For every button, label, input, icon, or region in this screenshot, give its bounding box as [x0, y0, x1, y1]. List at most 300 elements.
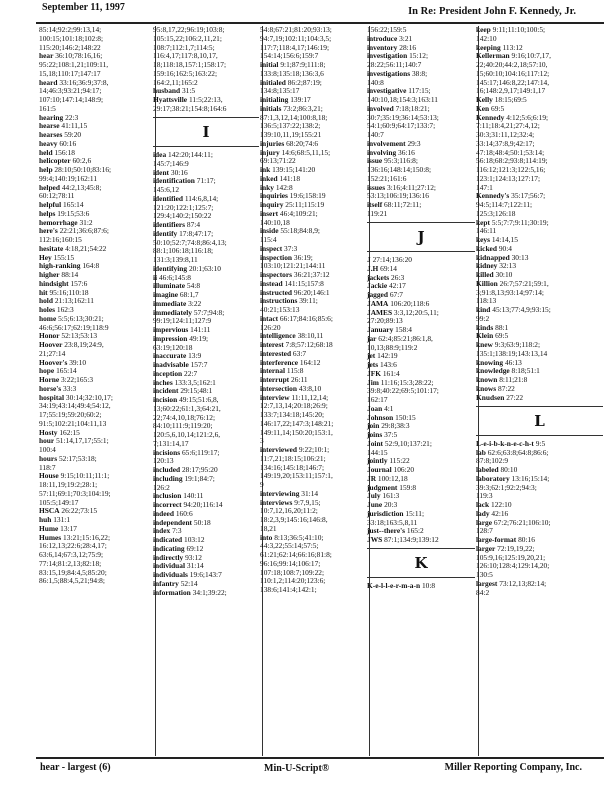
index-page-refs: 18:2,3,9;145:16;146:8,	[260, 515, 328, 524]
index-page-refs: 11:11,12,14;	[291, 392, 329, 402]
index-term: Kennedy's	[476, 191, 510, 201]
index-term: Hosty	[39, 427, 58, 437]
index-term: Johnson	[367, 412, 394, 422]
page-header	[0, 0, 612, 20]
index-page-refs: 39:3;62:1;92:2;94:3;	[476, 482, 537, 492]
index-term: ink	[260, 165, 271, 174]
index-term: index	[153, 526, 171, 536]
index-page-refs: 156:18	[54, 147, 75, 157]
index-page-refs: 13:16;15:14;	[511, 473, 550, 483]
index-page-refs: 13:21;15:16,22;	[63, 532, 111, 542]
index-page-refs: 49:15;51:6,8,	[179, 395, 219, 404]
index-page-refs: 99:4;140:19;162:11	[39, 173, 98, 183]
index-page-refs: 19:6;158:19	[289, 191, 326, 201]
index-page-refs: 115:22	[389, 456, 410, 466]
index-term: Hume	[39, 523, 59, 533]
index-page-refs: 41:11,15	[61, 121, 88, 131]
index-page-refs: 73:12,13;82:14;	[499, 578, 547, 588]
index-page-refs: 9	[260, 480, 264, 489]
index-page-refs: 165:14	[63, 200, 84, 209]
index-column-2	[150, 26, 263, 756]
index-page-refs: 145:6,12	[153, 185, 180, 194]
index-term: interrupt	[260, 375, 290, 384]
index-term: lady	[476, 508, 490, 518]
index-page-refs: 77:14;81:2,13;82:18;	[39, 558, 102, 568]
index-page-refs: 165:2	[406, 526, 424, 536]
index-page-refs: 47:18;48:4;50:1;53:14;	[476, 147, 545, 157]
section-letter: L	[476, 406, 603, 436]
index-page-refs: 15,18;110:17;147:17	[39, 68, 101, 78]
index-term: inclusion	[153, 491, 182, 501]
index-term: helpful	[39, 200, 62, 209]
index-page-refs: 150:15	[395, 412, 416, 422]
index-page-refs: 118:7	[39, 462, 56, 472]
index-page-refs: 30:14;32:10,17;	[65, 392, 113, 402]
index-term: involved	[367, 103, 394, 113]
index-entry	[153, 589, 259, 597]
index-term: hearse	[39, 121, 60, 131]
index-page-refs: 3;91:8,13;93:14;97:14;	[476, 287, 544, 297]
index-page-refs: 8:11;21:8	[499, 375, 528, 384]
index-term: helps	[39, 208, 56, 218]
index-page-refs: 29:15;48:1	[180, 386, 213, 396]
index-page-refs: 100:4	[39, 445, 56, 454]
index-term: interested	[260, 348, 292, 358]
index-page-refs: 68:1,7	[179, 290, 199, 299]
index-page-refs: 145:17;146:8,22;147:14,	[476, 77, 550, 87]
index-page-refs: 86:2;87:19;	[287, 77, 322, 87]
index-page-refs: 26:11	[291, 375, 308, 384]
index-page-refs: 63:19;120:18	[153, 342, 193, 352]
index-term: impervious	[153, 325, 189, 334]
index-term: Killion	[476, 278, 498, 288]
index-page-refs: 14:14,15	[491, 235, 518, 244]
index-page-refs: 108:7;112:1,7;114:5;	[153, 42, 215, 52]
index-page-refs: 83:15,19;84:4,5;85:20;	[39, 567, 107, 577]
index-term: immediate	[153, 298, 187, 308]
index-term: knowledge	[476, 366, 510, 376]
index-term: July	[367, 491, 381, 501]
index-page-refs: 28:16	[399, 42, 417, 52]
index-page-refs: 60:12;78:11	[39, 191, 75, 201]
index-page-refs: 87:22	[498, 383, 515, 393]
index-page-refs: 4:18,21;54:22	[65, 243, 107, 253]
index-term: initial	[260, 60, 279, 69]
index-page-refs: 141:18	[279, 173, 301, 183]
index-page-refs: 115:20;146:2;148:22	[39, 42, 101, 52]
index-page-refs: 128:7	[476, 526, 493, 536]
index-term: kidnapped	[476, 252, 510, 262]
index-term: inventory	[367, 42, 398, 52]
index-page-refs: 15:12;	[409, 51, 428, 61]
index-page-refs: 33:16;36:9;37:8,	[59, 77, 109, 87]
index-term: inception	[153, 368, 183, 378]
index-page-refs: 26:3	[391, 272, 405, 282]
index-page-refs: 161:4	[382, 368, 400, 378]
index-page-refs: 27:14;136:20	[372, 255, 412, 264]
header-date: September 11, 1997	[42, 2, 125, 13]
index-page-refs: 129:4;140:2;150:22	[153, 211, 212, 221]
index-page-refs: 66:17;84:16;85:6;	[279, 313, 333, 323]
index-page-refs: 20:1;63:10	[188, 263, 221, 273]
index-page-refs: 121:20;122:1;125:7;	[153, 202, 214, 212]
index-page-refs: 34:1;39:22;	[192, 587, 227, 597]
index-term: internal	[260, 366, 286, 376]
index-entry	[260, 429, 366, 437]
index-page-refs: 18;118:18,157:1;158:17;	[153, 60, 227, 69]
index-term: Jim	[367, 377, 379, 387]
index-page-refs: 146:11	[476, 226, 497, 236]
index-term: identifying	[153, 263, 188, 273]
index-page-refs: 143:6	[379, 360, 397, 369]
index-page-refs: 134:8;135:17	[260, 86, 300, 96]
index-page-refs: 13:9	[188, 351, 202, 361]
index-page-refs: 28:17;95:20	[181, 465, 218, 474]
index-page-refs: 140:10,18;154:3;163:11	[367, 95, 438, 104]
index-page-refs: 105:5;149:17	[39, 497, 79, 507]
index-page-refs: 134:16;145:18;146:7;	[260, 462, 325, 472]
index-page-refs: 110:1,2;114:20;123:6;	[260, 576, 326, 586]
index-term: inquiry	[260, 200, 284, 209]
index-term: Hyattsville	[153, 95, 188, 104]
index-page-refs: 80:10	[500, 465, 518, 474]
index-term: help	[39, 165, 53, 174]
index-page-refs: 125:3;126:18	[476, 208, 516, 218]
index-page-refs: 30:7;35:19;36:14;53:13;	[367, 112, 439, 122]
index-page-refs: 10:8	[421, 581, 436, 591]
index-page-refs: 36:10;78:16,16;	[55, 51, 103, 61]
index-entry	[476, 306, 603, 314]
index-term: kind	[476, 305, 491, 314]
index-page-refs: 22:7	[184, 368, 198, 378]
index-entry	[39, 201, 152, 209]
index-term: instructions	[260, 296, 298, 306]
index-term: incision	[153, 395, 178, 404]
index-term: involving	[367, 147, 397, 157]
index-entry	[476, 175, 603, 183]
index-term: inky	[260, 182, 274, 192]
index-page-refs: 140:7	[367, 130, 384, 139]
index-column-4	[364, 26, 479, 756]
index-term: L-e-i-b-k-n-e-c-h-t	[476, 438, 534, 448]
index-page-refs: 131:3;139:8,11	[153, 255, 198, 264]
header-case-title: In Re: President John F. Kennedy, Jr.	[408, 6, 576, 17]
index-page-refs: 149:11,14;150:20;153:1,	[260, 427, 333, 437]
index-term: identifiers	[153, 220, 186, 229]
index-term: introduce	[367, 33, 398, 43]
index-term: immediately	[153, 307, 192, 317]
index-page-refs: 51:14,17,17;55:1;	[56, 436, 109, 446]
index-page-refs: 37:3	[284, 243, 298, 253]
index-term: hit	[39, 287, 48, 297]
index-page-refs: 122:10	[491, 500, 512, 509]
index-page-refs: 16:12,13;22:6;28:4,17;	[39, 541, 107, 551]
index-term: higher	[39, 270, 60, 279]
index-page-refs: 94:7,19;102:11;104:3,5;	[260, 33, 332, 43]
index-term: inspection	[260, 252, 293, 262]
index-page-refs: 10,13;88:9;119:2	[367, 342, 418, 352]
index-page-refs: 136:16;148:14;150:8;	[367, 165, 432, 174]
index-page-refs: 8:13;36:5;41:10;	[274, 532, 324, 542]
index-term: incisions	[153, 447, 181, 457]
index-term: individuals	[153, 570, 188, 579]
index-page-refs: 131:1	[53, 515, 71, 524]
index-term: June	[367, 500, 383, 509]
index-page-refs: 114:6,8,14;	[184, 193, 219, 203]
index-entry	[367, 210, 475, 218]
index-term: kidney	[476, 261, 498, 271]
index-page-refs: 18,21	[260, 523, 277, 533]
index-page-refs: 140:8	[367, 77, 384, 87]
index-page-refs: 162:17	[367, 395, 388, 404]
index-page-refs: 4:1	[384, 403, 394, 413]
index-page-refs: 22:3	[65, 112, 79, 122]
index-term: heard	[39, 77, 58, 87]
index-page-refs: 139:15;141:20	[272, 165, 316, 174]
index-term: intersection	[260, 383, 297, 393]
index-term: J.H	[367, 263, 379, 273]
index-term: identify	[153, 228, 178, 238]
index-term: investigation	[367, 51, 408, 61]
index-page-refs: 8:18;51:1	[511, 366, 540, 376]
index-term: injuries	[260, 138, 285, 148]
index-page-refs: 46:13	[504, 357, 522, 367]
index-page-refs: 28:10;50:10;83:16;	[54, 165, 112, 174]
index-term: Kennedy	[476, 112, 505, 122]
index-term: largest	[476, 578, 498, 588]
index-term: incorrect	[153, 500, 182, 509]
index-page-refs: 36:19;	[293, 252, 313, 262]
index-page-refs: 62:6;63:8;64:8;86:6;	[487, 447, 549, 457]
index-page-refs: 91:5;102:21;104:11,13	[39, 418, 107, 428]
index-page-refs: 88:14	[61, 270, 79, 279]
index-page-refs: 80:16	[518, 535, 535, 544]
index-page-refs: 140:11	[183, 491, 204, 501]
index-page-refs: 144:15	[367, 447, 388, 457]
index-term: inspect	[260, 243, 283, 253]
footer-page-range: hear - largest (6)	[40, 762, 111, 773]
index-term: interference	[260, 357, 299, 367]
index-page-refs: 117:15;	[408, 86, 431, 96]
index-term: hour	[39, 436, 55, 446]
header-rule	[36, 22, 604, 24]
index-entry	[476, 394, 603, 402]
index-term: itself	[367, 200, 383, 209]
index-page-refs: 141:15;157:8	[284, 278, 324, 288]
index-page-refs: 142:10	[476, 33, 497, 43]
index-page-refs: 100:12,18	[377, 473, 408, 483]
index-term: Horne	[39, 375, 60, 384]
index-page-refs: 87:1;134:9;139:12	[384, 535, 439, 544]
index-page-refs: 72:19,19,22;	[497, 543, 535, 553]
index-term: JR	[367, 473, 377, 483]
index-page-refs: 145:7;146:9	[153, 158, 189, 168]
index-page-refs: 38:8;	[411, 68, 428, 78]
index-page-refs: 117:7;118:4,17;146:19;	[260, 42, 330, 52]
index-page-refs: 20:3	[384, 500, 398, 509]
index-page-refs: 69:14	[380, 263, 397, 273]
index-page-refs: 53:13;106:19;136:16	[367, 191, 430, 201]
index-page-refs: 33:14;37:8,9;42:17;	[476, 138, 535, 148]
index-page-refs: 26:22;73:15	[61, 506, 98, 516]
index-page-refs: 25:11;115:19	[285, 200, 325, 209]
index-term: home	[39, 313, 57, 323]
index-page-refs: 14;46:3;93:21;94:17;	[39, 86, 102, 96]
index-page-refs: 141:11	[190, 325, 211, 334]
index-term: incident	[153, 386, 179, 396]
index-term: keys	[476, 235, 490, 244]
index-page-refs: 63:7	[292, 348, 307, 358]
index-term: Hey	[39, 252, 52, 262]
index-term: identification	[153, 176, 195, 186]
index-term: into	[260, 532, 273, 542]
index-page-refs: 34:19;43:14;49:4;54:12,	[39, 401, 111, 411]
index-term: identified	[153, 193, 183, 203]
index-term: hindsight	[39, 278, 69, 288]
index-page-refs: 7;131:14,17	[153, 438, 189, 448]
index-term: holes	[39, 305, 56, 314]
index-page-refs: 22;74:4,10,18;76:12;	[153, 412, 216, 422]
index-term: Hoover	[39, 340, 63, 349]
index-page-refs: 94:20;116:14	[183, 500, 223, 509]
index-entry	[260, 472, 366, 480]
index-page-refs: 69:13;71:22	[260, 156, 296, 166]
index-page-refs: 52:17;53:18;	[58, 453, 97, 463]
index-page-refs: 116:4,17;117:8,10,17,	[153, 51, 218, 61]
index-page-refs: 44:3,22;55:14;57:5;	[260, 541, 319, 551]
index-page-refs: 103:12	[184, 535, 205, 544]
index-page-refs: 30:16	[170, 167, 188, 177]
index-page-refs: 9:16;10:7,17,	[511, 51, 551, 61]
index-term: judgment	[367, 482, 398, 492]
index-page-refs: 152:21;161:6	[367, 173, 407, 183]
index-term: investigations	[367, 68, 411, 78]
index-term: interviews	[260, 497, 293, 507]
index-page-refs: 126:2	[153, 482, 170, 492]
index-page-refs: 7:3	[172, 526, 182, 536]
index-page-refs: 40:21;153:13	[260, 305, 300, 314]
index-page-refs: 27:22	[506, 392, 524, 402]
index-term: kinds	[476, 322, 494, 332]
index-page-refs: 39:8;40:22;69:5;101:17;	[367, 386, 439, 396]
footer-company: Miller Reporting Company, Inc.	[444, 762, 582, 773]
index-page-refs: 88:1	[495, 322, 509, 332]
index-page-refs: 31:14	[301, 488, 319, 498]
index-term: information	[153, 587, 191, 597]
index-page-refs: 115:8	[286, 366, 304, 376]
index-entry	[476, 562, 603, 570]
index-page-refs: 28:22;56:11;140:7	[367, 60, 422, 69]
index-page-refs: 3:16;4:11;27:12;	[386, 182, 436, 192]
index-term: inadvisable	[153, 360, 189, 369]
index-term: included	[153, 465, 181, 474]
index-page-refs: 5:5;6:13;30:21;	[58, 313, 104, 323]
index-term: JFK	[367, 368, 381, 378]
index-term: injury	[260, 147, 280, 157]
index-page-refs: 13:17	[60, 523, 77, 533]
index-term: keeping	[476, 42, 501, 52]
index-term: Ken	[476, 103, 490, 113]
index-page-refs: 159:16;162:5;163:22;	[153, 68, 218, 78]
index-term: JAMES	[367, 307, 393, 317]
index-term: inquiries	[260, 191, 288, 201]
index-page-refs: 95:3;116:8;	[384, 156, 418, 166]
index-page-refs: 17:8;47:17;	[179, 228, 214, 238]
index-term: interviewing	[260, 488, 300, 498]
index-page-refs: 18:15;69:5	[494, 95, 527, 104]
index-term: indeed	[153, 508, 174, 518]
index-term: impression	[153, 333, 188, 343]
index-term: knew	[476, 340, 493, 349]
index-term: individual	[153, 561, 186, 571]
index-page-refs: 5:5;7:7;9:11;30:19;	[491, 217, 549, 227]
index-page-refs: 11:7,21;18:15;106:21;	[260, 453, 326, 463]
index-page-refs: 116:12;121:3;122:5,16;	[476, 165, 546, 174]
index-page-refs: 63:6,14;67:3,12;75:9;	[39, 550, 104, 559]
index-term: jointly	[367, 456, 388, 466]
index-page-refs: 115:4	[260, 235, 277, 244]
index-page-refs: 142:8	[275, 182, 293, 192]
index-page-refs: 130:5	[476, 570, 493, 579]
index-page-refs: 54:8;67:21;81:20;93:13;	[260, 26, 332, 34]
index-page-refs: 100:15;101:18;102:8;	[39, 33, 104, 43]
index-page-refs: 87:8;102:9	[476, 456, 509, 466]
index-term: illuminate	[153, 281, 186, 291]
index-page-refs: 154:14;156:6;159:7	[260, 51, 319, 61]
index-page-refs: 19:1;84:7;	[184, 473, 215, 483]
index-page-refs: 85:14;92:2;99:13,14;	[39, 26, 102, 34]
index-term: Klein	[476, 331, 494, 341]
index-term: Honor	[39, 331, 60, 341]
index-term: inside	[260, 226, 279, 236]
index-page-refs: 162:3	[56, 305, 74, 314]
index-term: including	[153, 473, 183, 483]
index-entry	[39, 455, 152, 463]
index-page-refs: 39:11;	[299, 296, 318, 306]
footer-publisher-mark: Min-U-Script®	[264, 763, 330, 774]
index-term: helicopter	[39, 156, 71, 166]
index-page-refs: 42:16	[491, 508, 509, 518]
index-page-refs: 60:2,6	[72, 156, 92, 166]
index-page-refs: 13;60:22;61:1,3;64:21,	[153, 403, 221, 413]
index-column-1	[36, 26, 156, 756]
index-page-refs: 99:19;124:11;127:9	[153, 316, 212, 326]
index-page-refs: 95:16;110:18	[49, 287, 89, 297]
index-page-refs: 95:22;108:1,21;109:11,	[39, 60, 109, 69]
index-term: jurisdiction	[367, 508, 404, 518]
index-term: January	[367, 325, 394, 334]
index-page-refs: 29:17;38:21;154:8;164:6	[153, 103, 227, 113]
index-entry	[39, 577, 152, 585]
index-page-refs: 31:14	[186, 561, 204, 571]
index-page-refs: 29:8;38:3	[381, 421, 410, 431]
index-page-refs: 46:4;109:21;	[279, 208, 318, 218]
section-letter: I	[153, 117, 259, 147]
index-term: JWS	[367, 535, 383, 544]
index-page-refs: 96:20;146:1	[293, 287, 330, 297]
index-page-refs: 157:7	[190, 360, 208, 369]
index-page-refs: 54:8	[186, 281, 201, 291]
index-term: involvement	[367, 138, 406, 148]
index-page-refs: 157:6	[70, 278, 88, 288]
index-term: Joint	[367, 438, 384, 448]
index-page-refs: 90:4	[498, 243, 512, 253]
index-entry	[476, 519, 603, 527]
index-page-refs: 67:2;76:21;106:10;	[493, 517, 551, 527]
index-page-refs: 112:16;160:15	[39, 235, 82, 244]
index-term: inaccurate	[153, 351, 187, 361]
index-page-refs: 50:18	[193, 517, 211, 527]
